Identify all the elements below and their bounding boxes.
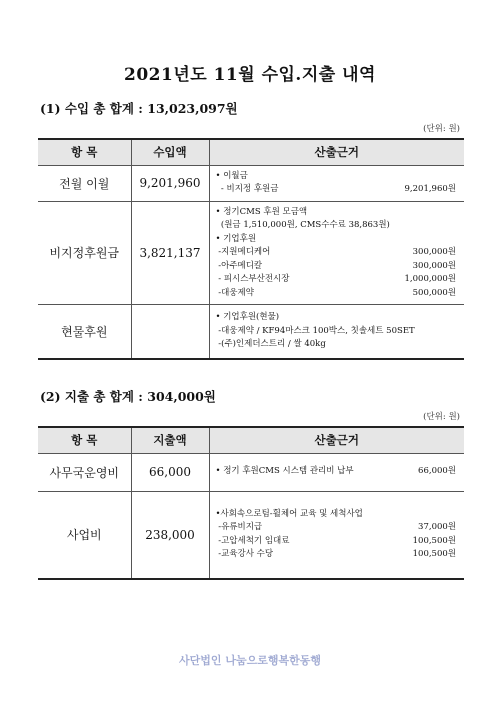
basis-line: •사회속으로팀-휠체어 교육 및 세척사업 [215, 508, 363, 519]
row-item: 현물후원 [38, 305, 131, 359]
basis-line: • 정기 후원CMS 시스템 관리비 납부 66,000원 [215, 466, 456, 477]
income-table-header-row [38, 139, 464, 165]
expense-table [38, 426, 464, 580]
basis-line: -지원메디케어 300,000원 [215, 247, 456, 257]
basis-line: (원금 1,510,000원, CMS수수료 38,863원) [215, 220, 390, 230]
income-header-item: 항 목 [38, 139, 131, 165]
expense-header-item: 항 목 [38, 427, 131, 453]
expense-header-basis: 산출근거 [209, 427, 464, 453]
income-header-amount: 수입액 [131, 139, 209, 165]
basis-line: -(주)인제더스트리 / 쌀 40kg [215, 339, 326, 349]
basis-line: -교육강사 수당 100,500원 [215, 549, 456, 560]
document-title: 2021년도 11월 수입.지출 내역 [124, 65, 376, 85]
basis-line: • 정기CMS 후원 모금액 [215, 206, 308, 217]
table-row [38, 453, 464, 491]
row-amount: 9,201,960 [131, 165, 209, 201]
table-row [38, 491, 464, 579]
row-item: 비지정후원금 [38, 201, 131, 305]
row-item: 사업비 [38, 491, 131, 579]
basis-line: -고압세척기 임대료 100,500원 [215, 535, 456, 546]
row-amount [131, 305, 209, 359]
basis-line: • 기업후원(현물) [215, 312, 280, 322]
row-basis [209, 165, 464, 201]
income-header-basis: 산출근거 [209, 139, 464, 165]
basis-line: • 이월금 [215, 170, 248, 181]
table-row [38, 305, 464, 359]
row-amount: 66,000 [131, 453, 209, 491]
basis-line: -유류비지급 37,000원 [215, 522, 456, 533]
row-item: 사무국운영비 [38, 453, 131, 491]
row-amount: 238,000 [131, 491, 209, 579]
basis-line: - 피시스부산전시장 1,000,000원 [215, 274, 456, 284]
table-row [38, 165, 464, 201]
income-unit-note: (단위: 원) [423, 124, 460, 134]
basis-line: -아주메디칼 300,000원 [215, 260, 456, 271]
income-total-heading: (1) 수입 총 합계 : 13,023,097원 [40, 101, 238, 116]
row-item: 전월 이월 [38, 165, 131, 201]
organization-footer-logo: 사단법인 나눔으로행복한동행 [179, 654, 321, 667]
basis-line: • 기업후원 [215, 233, 257, 244]
row-basis [209, 201, 464, 305]
income-table [38, 138, 464, 360]
basis-line: -대웅제약 / KF94마스크 100박스, 칫솔세트 50SET [215, 325, 415, 336]
expense-unit-note: (단위: 원) [423, 412, 460, 422]
basis-line: -대웅제약 500,000원 [215, 287, 456, 298]
row-amount: 3,821,137 [131, 201, 209, 305]
row-basis [209, 491, 464, 579]
basis-line: - 비지정 후원금 9,201,960원 [215, 184, 456, 194]
expense-table-header-row [38, 427, 464, 453]
table-row [38, 201, 464, 305]
expense-total-heading: (2) 지출 총 합계 : 304,000원 [40, 389, 216, 404]
expense-header-amount: 지출액 [131, 427, 209, 453]
row-basis [209, 453, 464, 491]
row-basis [209, 305, 464, 359]
